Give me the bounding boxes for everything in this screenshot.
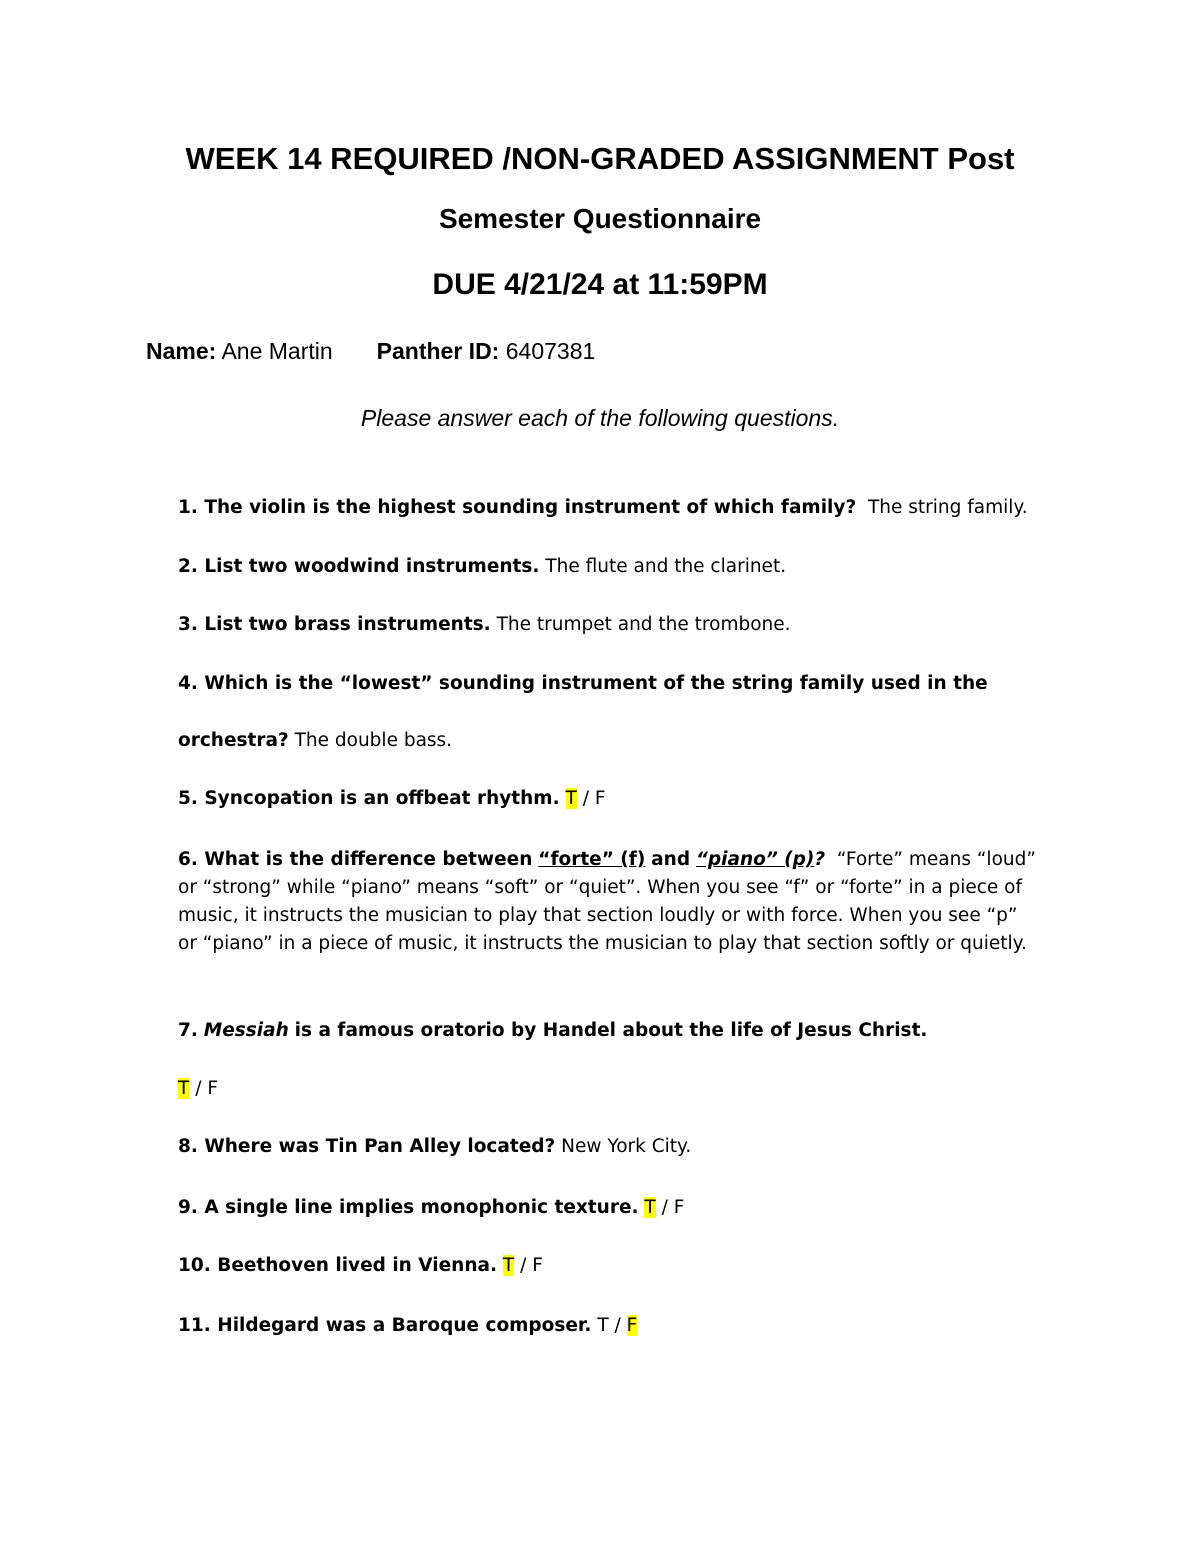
question-4-line-1	[178, 670, 988, 698]
question-6-answer: “Forte” means “loud” or “strong” while “piano” means “soft” or “quiet”. When you see “f” or “forte” in a piece of music, it instructs the musician to play that section loudly or with force. When you see “p” or “piano” in a piece of music, it instructs the musician to play that section softly or quietly.	[178, 849, 1036, 954]
question-6-and: and	[651, 849, 691, 870]
question-7-text: is a famous oratorio by Handel about the life of Jesus Christ.	[294, 1020, 928, 1041]
due-date: DUE 4/21/24 at 11:59PM	[432, 268, 768, 301]
panther-id-value: 6407381	[505, 338, 596, 364]
question-9-separator: /	[661, 1197, 668, 1218]
question-2-text: 2. List two woodwind instruments.	[178, 556, 540, 577]
question-11-separator: /	[614, 1315, 621, 1336]
question-11-false-selected: F	[626, 1315, 638, 1336]
question-7-separator: /	[195, 1078, 202, 1099]
question-7	[178, 1017, 927, 1045]
question-8	[178, 1133, 691, 1161]
question-3-text: 3. List two brass instruments.	[178, 614, 491, 635]
question-8-text: 8. Where was Tin Pan Alley located?	[178, 1136, 556, 1157]
question-6-qmark: ?	[814, 849, 826, 870]
name-label: Name:	[146, 338, 217, 364]
question-2-answer: The flute and the clarinet.	[545, 556, 787, 577]
question-7-choices	[178, 1075, 218, 1103]
student-info	[146, 338, 595, 365]
question-11-true: T	[597, 1315, 609, 1336]
question-6-text: 6. What is the difference between	[178, 849, 533, 870]
question-6	[178, 846, 1038, 958]
question-6-piano-term: “piano” (p)	[695, 849, 815, 870]
question-2	[178, 553, 786, 581]
question-9	[178, 1194, 684, 1222]
question-9-true-selected: T	[644, 1197, 656, 1218]
name-value: Ane Martin	[221, 338, 333, 364]
question-7-false: F	[207, 1078, 218, 1099]
question-9-text: 9. A single line implies monophonic texture.	[178, 1197, 639, 1218]
question-7-number: 7.	[178, 1020, 198, 1041]
question-3-answer: The trumpet and the trombone.	[496, 614, 791, 635]
question-7-true-selected: T	[178, 1078, 190, 1099]
title-line-2: Semester Questionnaire	[438, 203, 762, 234]
question-10-separator: /	[520, 1255, 527, 1276]
question-10-text: 10. Beethoven lived in Vienna.	[178, 1255, 498, 1276]
question-10	[178, 1252, 543, 1280]
question-7-title: Messiah	[203, 1020, 289, 1041]
question-11-text: 11. Hildegard was a Baroque composer.	[178, 1315, 592, 1336]
question-10-true-selected: T	[502, 1255, 515, 1276]
question-10-false: F	[532, 1255, 543, 1276]
question-3	[178, 611, 791, 639]
question-8-answer: New York City.	[561, 1136, 692, 1157]
question-4-line-2	[178, 727, 452, 755]
question-4-answer: The double bass.	[294, 730, 453, 751]
question-5	[178, 785, 606, 813]
panther-id-label: Panther ID:	[376, 338, 500, 364]
question-5-true-selected: T	[565, 788, 577, 809]
question-5-separator: /	[582, 788, 589, 809]
question-5-false: F	[594, 788, 606, 809]
title-line-1: WEEK 14 REQUIRED /NON-GRADED ASSIGNMENT Post	[185, 141, 1015, 176]
question-4-text: 4. Which is the “lowest” sounding instrument of the string family used in the	[178, 673, 988, 694]
question-5-text: 5. Syncopation is an offbeat rhythm.	[178, 788, 560, 809]
question-6-forte-term: “forte” (f)	[538, 849, 646, 870]
question-1-text: 1. The violin is the highest sounding instrument of which family?	[178, 497, 857, 518]
question-9-false: F	[673, 1197, 685, 1218]
question-11	[178, 1312, 637, 1340]
question-4-text-cont: orchestra?	[178, 730, 289, 751]
instructions: Please answer each of the following questions.	[360, 405, 840, 431]
question-1	[178, 494, 1028, 522]
question-1-answer: The string family.	[867, 497, 1028, 518]
